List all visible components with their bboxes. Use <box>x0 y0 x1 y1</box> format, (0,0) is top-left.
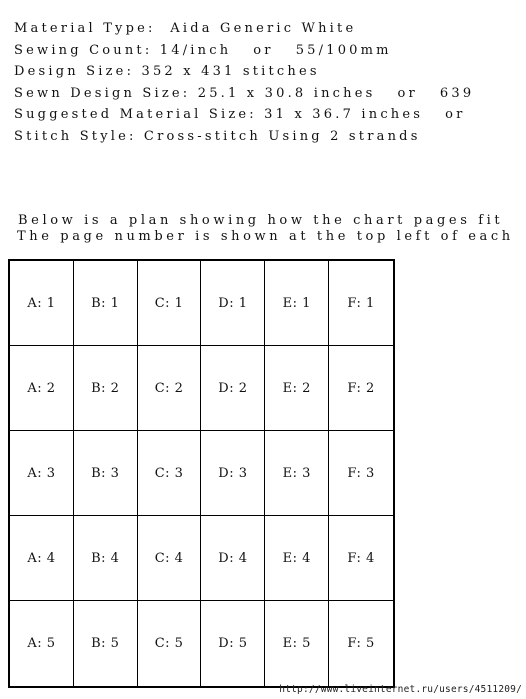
page-cell: B: 2 <box>74 346 138 431</box>
page-cell: C: 2 <box>138 346 202 431</box>
page-cell: E: 5 <box>265 601 329 686</box>
plan-intro-line-2: The page number is shown at the top left of each <box>17 229 514 244</box>
plan-intro <box>18 213 526 245</box>
page-cell: F: 4 <box>329 516 393 601</box>
page-cell: B: 3 <box>74 431 138 516</box>
page-cell: D: 1 <box>201 261 265 346</box>
suggested-material-size-line: Suggested Material Size: 31 x 36.7 inches or <box>14 107 466 123</box>
sewn-design-size-line: Sewn Design Size: 25.1 x 30.8 inches or 639 <box>14 85 475 101</box>
page-cell: C: 1 <box>138 261 202 346</box>
page-cell: C: 3 <box>138 431 202 516</box>
chart-page-plan-grid <box>8 259 395 688</box>
material-type-line: Material Type: Aida Generic White <box>14 21 357 36</box>
design-size-line: Design Size: 352 x 431 stitches <box>14 64 320 80</box>
page-cell: D: 2 <box>201 346 265 431</box>
page-cell: E: 3 <box>265 431 329 516</box>
page-cell: F: 3 <box>329 431 393 516</box>
page-cell: D: 3 <box>201 431 265 516</box>
page-cell: F: 5 <box>347 636 375 651</box>
stitch-style-line: Stitch Style: Cross-stitch Using 2 strands <box>14 128 421 144</box>
page-cell: E: 4 <box>265 516 329 601</box>
plan-intro-line-1: Below is a plan showing how the chart pages fit <box>18 213 504 228</box>
page-cell: E: 1 <box>265 261 329 346</box>
page-cell: A: 5 <box>10 601 74 686</box>
page-cell: D: 4 <box>201 516 265 601</box>
page-cell: F: 2 <box>329 346 393 431</box>
page-cell: D: 5 <box>201 601 265 686</box>
page-cell: A: 4 <box>10 516 74 601</box>
page-cell: E: 2 <box>265 346 329 431</box>
page-cell: B: 4 <box>74 516 138 601</box>
page-cell: B: 1 <box>74 261 138 346</box>
source-url-watermark: http://www.liveinternet.ru/users/4511209/ <box>279 684 522 695</box>
page-cell: C: 4 <box>138 516 202 601</box>
page-cell: B: 5 <box>74 601 138 686</box>
page-cell: F: 1 <box>329 261 393 346</box>
page-cell: C: 5 <box>138 601 202 686</box>
page-cell: A: 3 <box>10 431 74 516</box>
page-cell: A: 2 <box>10 346 74 431</box>
page-cell: A: 1 <box>10 261 74 346</box>
pattern-spec-block <box>14 18 526 148</box>
sewing-count-line: Sewing Count: 14/inch or 55/100mm <box>14 42 392 58</box>
